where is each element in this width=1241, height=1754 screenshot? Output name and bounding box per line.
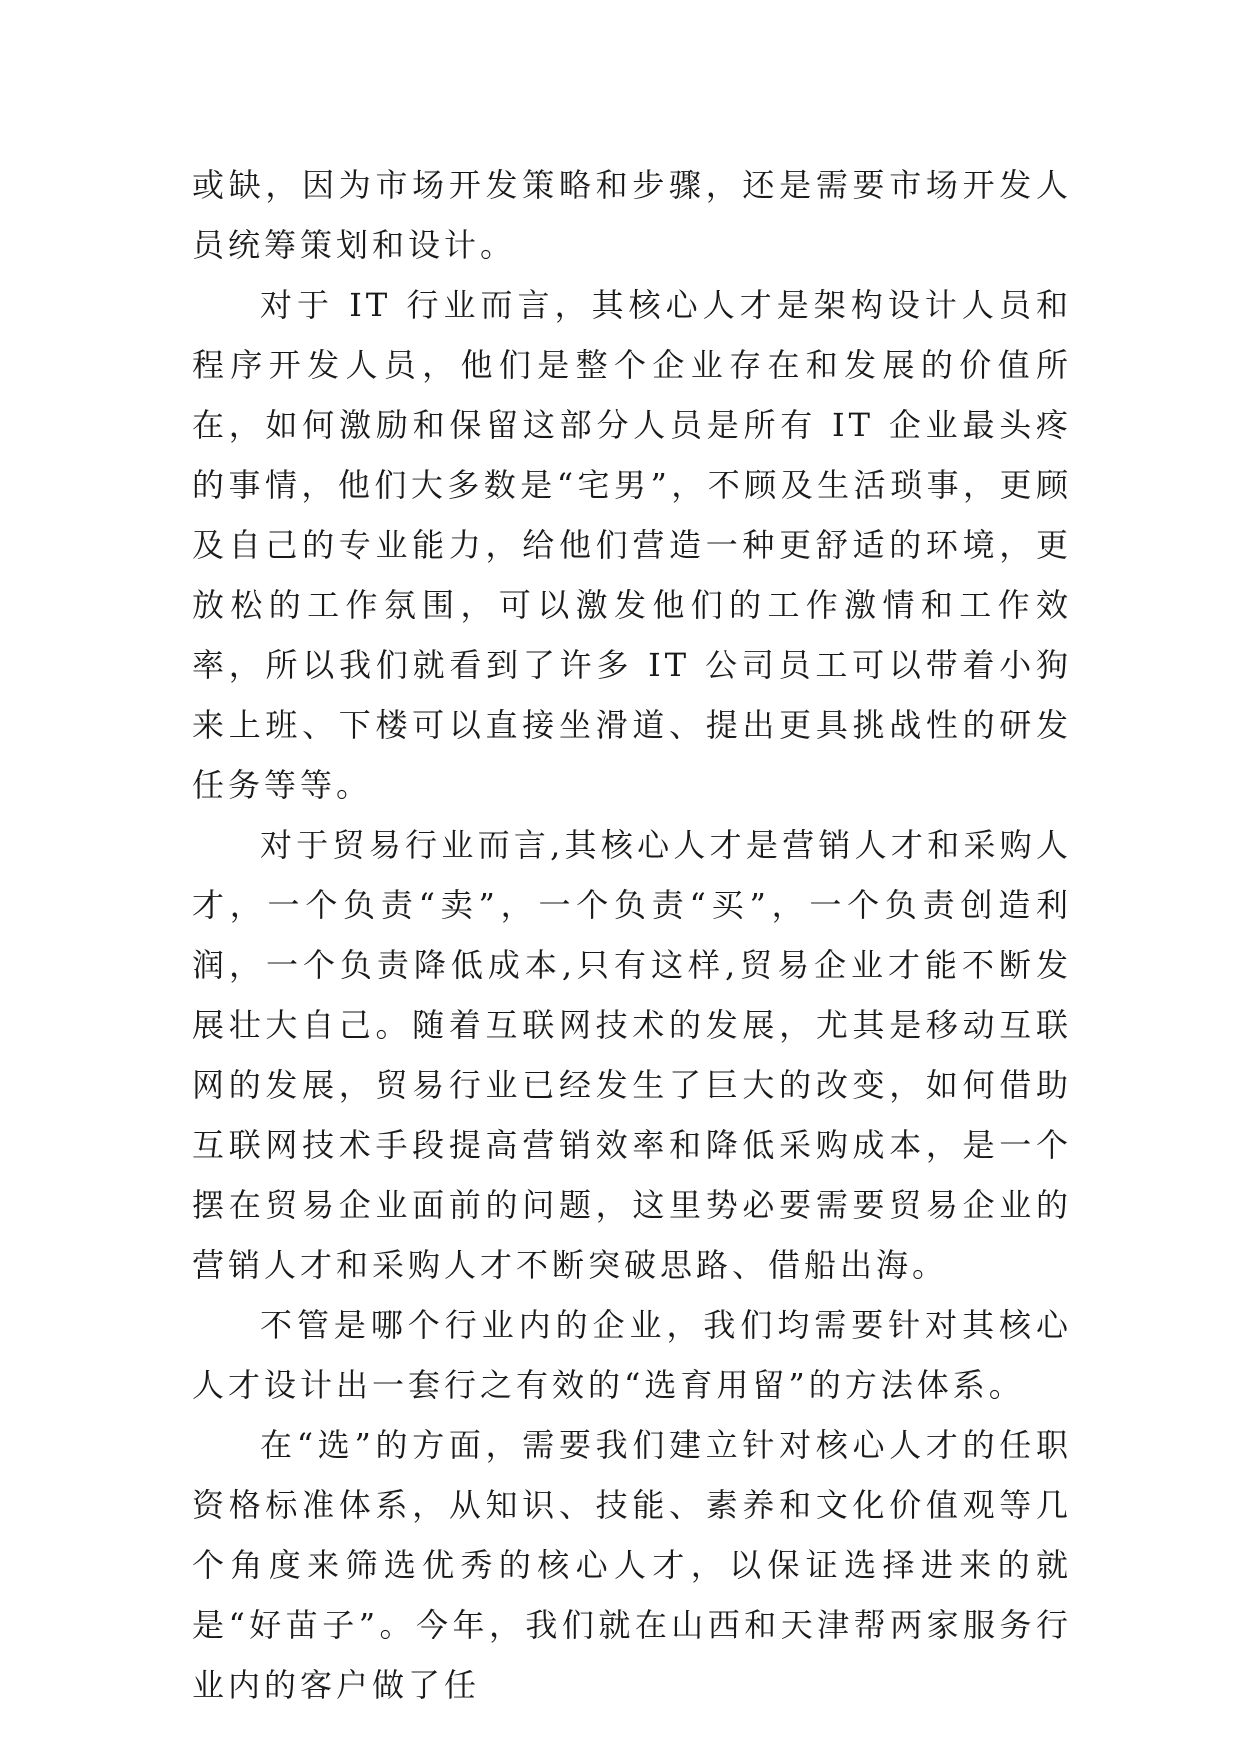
- body-text: [192, 155, 1072, 1715]
- paragraph-5: 在“选”的方面，需要我们建立针对核心人才的任职资格标准体系，从知识、技能、素养和文化价值观等几个角度来筛选优秀的核心人才，以保证选择进来的就是“好苗子”。今年，我们就在山西和天津帮两家服务行业内的客户做了任: [192, 1426, 1072, 1704]
- paragraph-3: 对于贸易行业而言,其核心人才是营销人才和采购人才，一个负责“卖”，一个负责“买”，一个负责创造利润，一个负责降低成本,只有这样,贸易企业才能不断发展壮大自己。随着互联网技术的发展，尤其是移动互联网的发展，贸易行业已经发生了巨大的改变，如何借助互联网技术手段提高营销效率和降低采购成本，是一个摆在贸易企业面前的问题，这里势必要需要贸易企业的营销人才和采购人才不断突破思路、借船出海。: [192, 826, 1072, 1284]
- paragraph-2: 对于 IT 行业而言，其核心人才是架构设计人员和程序开发人员，他们是整个企业存在和发展的价值所在，如何激励和保留这部分人员是所有 IT 企业最头疼的事情，他们大多数是“宅男”，不顾及生活琐事，更顾及自己的专业能力，给他们营造一种更舒适的环境，更放松的工作氛围，可以激发他们的工作激情和工作效率，所以我们就看到了许多 IT 公司员工可以带着小狗来上班、下楼可以直接坐滑道、提出更具挑战性的研发任务等等。: [192, 286, 1072, 804]
- paragraph-4: 不管是哪个行业内的企业，我们均需要针对其核心人才设计出一套行之有效的“选育用留”的方法体系。: [192, 1306, 1072, 1404]
- paragraph-1: 或缺，因为市场开发策略和步骤，还是需要市场开发人员统筹策划和设计。: [192, 166, 1072, 264]
